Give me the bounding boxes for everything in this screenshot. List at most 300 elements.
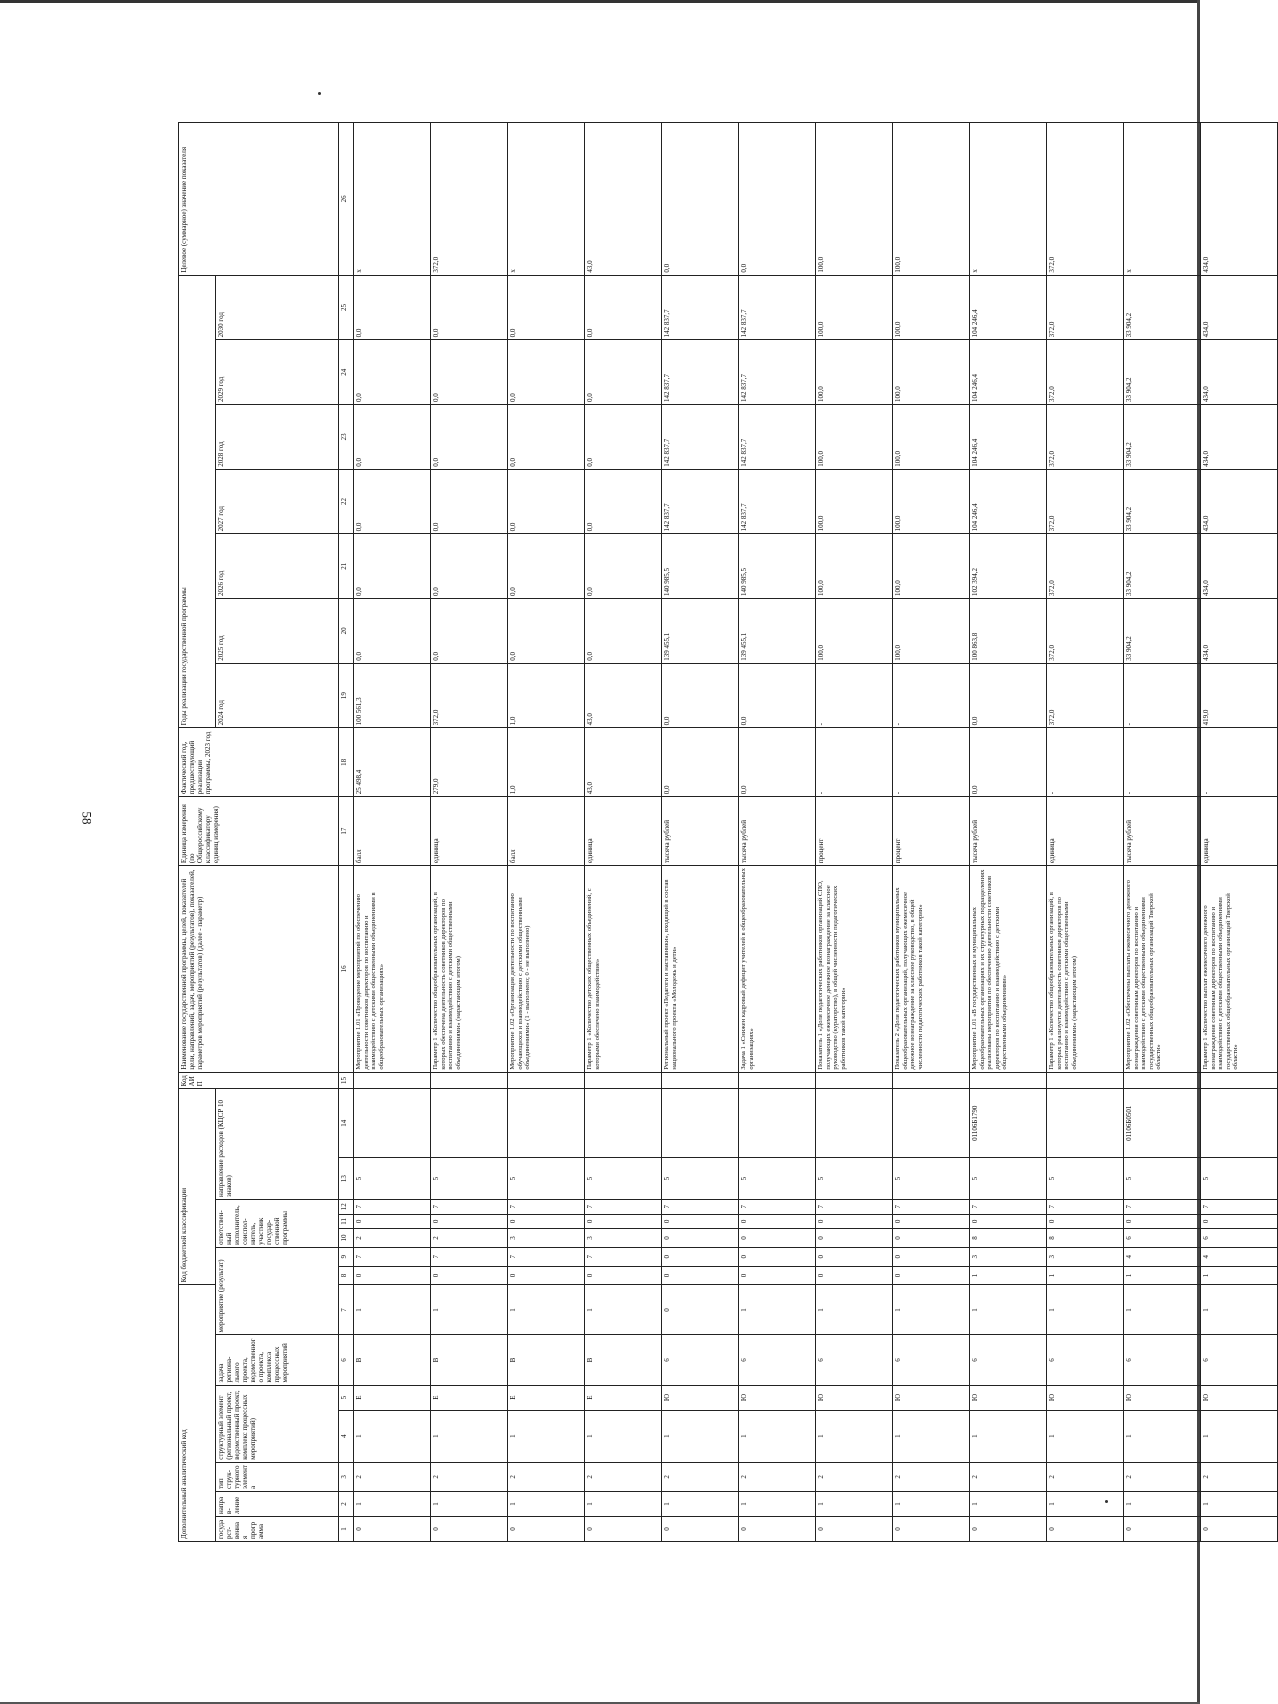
row-unit: единица — [1201, 797, 1278, 866]
year-value: - — [816, 663, 893, 728]
code-cell — [739, 1072, 816, 1089]
code-cell: 7 — [893, 1199, 970, 1214]
year-value: 434,0 — [1201, 469, 1278, 534]
code-cell — [1047, 1072, 1124, 1089]
row-name: Задача 1 «Снижен кадровый дефицит учителей в общеобразовательных организациях» — [739, 866, 816, 1073]
code-cell: 2 — [816, 1462, 893, 1491]
column-number: 12 — [339, 1199, 354, 1214]
year-value: 434,0 — [1201, 340, 1278, 405]
code-cell: 5 — [1124, 1158, 1201, 1200]
row-fact: 0,0 — [662, 728, 739, 797]
code-cell: 7 — [431, 1247, 508, 1266]
code-cell: 0 — [893, 1266, 970, 1285]
year-value: 142 837,7 — [739, 275, 816, 340]
column-number: 8 — [339, 1266, 354, 1285]
column-number: 23 — [339, 405, 354, 470]
code-cell: 0 — [816, 1214, 893, 1229]
code-cell: 0 — [1047, 1516, 1124, 1541]
row-target: 372,0 — [431, 123, 508, 276]
code-cell: 1 — [739, 1285, 816, 1335]
code-cell: 1 — [1047, 1491, 1124, 1516]
year-value: 102 394,2 — [970, 534, 1047, 599]
year-value: 0,0 — [662, 663, 739, 728]
code-cell: 7 — [431, 1199, 508, 1214]
year-value: 0,0 — [508, 469, 585, 534]
header-type: тип струк-турного элемента — [216, 1462, 339, 1491]
code-cell — [970, 1072, 1047, 1089]
code-cell: 6 — [970, 1335, 1047, 1385]
year-value: 434,0 — [1201, 275, 1278, 340]
year-value: 100,0 — [816, 469, 893, 534]
code-cell: 5 — [970, 1158, 1047, 1200]
code-cell: 7 — [739, 1199, 816, 1214]
row-unit: тысяча рублей — [970, 797, 1047, 866]
row-name: Мероприятие 1.01 «Проведение мероприятий по обеспечению деятельности советников директоров по воспитанию и взаимодействию с детскими общественными объединениями в общеобразовательных организациях» — [354, 866, 431, 1073]
code-cell: 0 — [354, 1516, 431, 1541]
code-cell: 0 — [816, 1516, 893, 1541]
code-cell: 0 — [431, 1516, 508, 1541]
table-row — [508, 123, 585, 1542]
row-fact: - — [1201, 728, 1278, 797]
code-cell: 0 — [739, 1229, 816, 1248]
code-cell: 5 — [431, 1158, 508, 1200]
code-cell: 1 — [739, 1491, 816, 1516]
column-number: 26 — [339, 123, 354, 276]
code-cell: 1 — [970, 1266, 1047, 1285]
code-cell: 1 — [893, 1285, 970, 1335]
table-row — [1047, 123, 1124, 1542]
year-value: 104 246,4 — [970, 405, 1047, 470]
year-value: 434,0 — [1201, 405, 1278, 470]
header-task: задача региона-льного проекта, ведомственного проекта, комплекса процессных мероприятий — [216, 1335, 339, 1385]
row-fact: 43,0 — [585, 728, 662, 797]
code-cell: 1 — [431, 1491, 508, 1516]
code-cell: Ю — [893, 1385, 970, 1410]
row-name: Показатель 2 «Доля педагогических работников муниципальных общеобразовательных организаций, получающих ежемесячное денежное вознаграждение за классное руководство, в общей численности педагогических работников такой категории» — [893, 866, 970, 1073]
year-value: 0,0 — [508, 275, 585, 340]
year-value: 142 837,7 — [662, 275, 739, 340]
code-cell: Ю — [970, 1385, 1047, 1410]
table-row — [970, 123, 1047, 1542]
year-value: 43,0 — [585, 663, 662, 728]
code-cell: 5 — [1047, 1158, 1124, 1200]
year-value: 0,0 — [354, 405, 431, 470]
code-cell: Ю — [662, 1385, 739, 1410]
code-cell: 7 — [508, 1199, 585, 1214]
code-cell: 1 — [354, 1285, 431, 1335]
year-value: 0,0 — [585, 469, 662, 534]
page-number: 58 — [79, 811, 95, 825]
row-unit: балл — [354, 797, 431, 866]
code-cell: 1 — [1124, 1266, 1201, 1285]
code-cell: 0 — [816, 1266, 893, 1285]
year-value: 0,0 — [508, 405, 585, 470]
table-row — [662, 123, 739, 1542]
code-cell: 0 — [739, 1516, 816, 1541]
year-value: 0,0 — [431, 599, 508, 664]
code-cell: 2 — [431, 1462, 508, 1491]
header-analytic: Дополнительный аналитический код — [179, 1285, 216, 1542]
code-cell: 0 — [893, 1214, 970, 1229]
row-name: Мероприятие 1.02 «Организация деятельности по воспитанию обучающихся и взаимодействию с детскими общественными объединениями» (1 - выполнено; 0 - не выполнено) — [508, 866, 585, 1073]
year-value: 0,0 — [354, 340, 431, 405]
code-cell — [662, 1089, 739, 1158]
header-year-2028: 2028 год — [216, 405, 339, 470]
code-cell: 6 — [739, 1335, 816, 1385]
row-name: Мероприятие 1.01 «В государственных и муниципальных общеобразовательных организациях и их структурных подразделениях реализованы мероприятия по обеспечению деятельности советников директоров по воспитанию и взаимодействию с детскими общественными объединениями» — [970, 866, 1047, 1073]
code-cell — [893, 1072, 970, 1089]
year-value: 142 837,7 — [662, 405, 739, 470]
year-value: 100,0 — [893, 405, 970, 470]
header-dir: направ-ление — [216, 1491, 339, 1516]
year-value: 419,0 — [1201, 663, 1278, 728]
year-value: 372,0 — [1047, 340, 1124, 405]
row-fact: - — [1047, 728, 1124, 797]
year-value: 0,0 — [431, 275, 508, 340]
year-value: 100,0 — [816, 275, 893, 340]
code-cell: 1 — [508, 1410, 585, 1462]
row-target: 434,0 — [1201, 123, 1278, 276]
row-target: 100,0 — [893, 123, 970, 276]
year-value: 142 837,7 — [739, 405, 816, 470]
code-cell: 0 — [739, 1266, 816, 1285]
row-target: 100,0 — [816, 123, 893, 276]
code-cell: 6 — [1201, 1335, 1278, 1385]
column-number: 11 — [339, 1214, 354, 1229]
year-value: 100 863,8 — [970, 599, 1047, 664]
row-unit: единица — [431, 797, 508, 866]
code-cell: 0 — [354, 1214, 431, 1229]
header-unit: Единица измерения (по Общероссийскому классификатору единиц измерения) — [179, 797, 339, 866]
code-cell: 6 — [662, 1335, 739, 1385]
code-cell — [431, 1072, 508, 1089]
column-number: 15 — [339, 1072, 354, 1089]
column-number: 24 — [339, 340, 354, 405]
code-cell: 1 — [662, 1491, 739, 1516]
column-number: 22 — [339, 469, 354, 534]
code-cell: 8 — [1047, 1229, 1124, 1248]
code-cell: Ю — [739, 1385, 816, 1410]
header-aip: Код АИП — [179, 1072, 339, 1089]
code-cell: 0 — [662, 1229, 739, 1248]
code-cell: 4 — [1124, 1247, 1201, 1266]
code-cell: 5 — [816, 1158, 893, 1200]
code-cell — [662, 1072, 739, 1089]
header-kcsr: направление расходов (КЦСР 10 знаков) — [216, 1089, 339, 1200]
year-value: 139 455,1 — [662, 599, 739, 664]
table-row — [354, 123, 431, 1542]
row-target: х — [970, 123, 1047, 276]
row-unit: тысяча рублей — [739, 797, 816, 866]
code-cell: 0 — [662, 1247, 739, 1266]
row-unit: единица — [585, 797, 662, 866]
code-cell — [585, 1072, 662, 1089]
code-cell: Е — [585, 1385, 662, 1410]
code-cell: 1 — [354, 1491, 431, 1516]
column-number: 19 — [339, 663, 354, 728]
year-value: 0,0 — [431, 469, 508, 534]
code-cell: 7 — [970, 1199, 1047, 1214]
code-cell — [354, 1089, 431, 1158]
year-value: 104 246,4 — [970, 275, 1047, 340]
header-year-2024: 2024 год — [216, 663, 339, 728]
code-cell: 1 — [1124, 1491, 1201, 1516]
code-cell — [354, 1072, 431, 1089]
code-cell: 0 — [431, 1214, 508, 1229]
header-struct: структурный элемент (региональный проект, ведомственный проект, комплекс процессных мероприятий) — [216, 1385, 339, 1462]
code-cell: 0 — [893, 1516, 970, 1541]
code-cell: 7 — [1124, 1199, 1201, 1214]
code-cell — [431, 1089, 508, 1158]
code-cell — [1201, 1072, 1278, 1089]
header-gp: государст-венная программа — [216, 1516, 339, 1541]
code-cell: Ю — [816, 1385, 893, 1410]
year-value: 140 985,5 — [739, 534, 816, 599]
code-cell: 0 — [585, 1516, 662, 1541]
scan-edge-top — [0, 0, 1200, 3]
year-value: 100,0 — [893, 534, 970, 599]
code-cell: 1 — [970, 1491, 1047, 1516]
header-year-2027: 2027 год — [216, 469, 339, 534]
year-value: 372,0 — [1047, 469, 1124, 534]
code-cell: 5 — [354, 1158, 431, 1200]
code-cell: 7 — [1201, 1199, 1278, 1214]
code-cell: 1 — [508, 1285, 585, 1335]
code-cell: 1 — [1201, 1285, 1278, 1335]
column-number: 6 — [339, 1335, 354, 1385]
code-cell: 0 — [662, 1285, 739, 1335]
code-cell: 7 — [585, 1199, 662, 1214]
header-year-2029: 2029 год — [216, 340, 339, 405]
code-cell: 2 — [431, 1229, 508, 1248]
code-cell: 2 — [970, 1462, 1047, 1491]
year-value: 0,0 — [585, 275, 662, 340]
scan-speck — [318, 92, 321, 95]
code-cell: 0 — [508, 1516, 585, 1541]
code-cell: 0 — [1201, 1214, 1278, 1229]
code-cell: 0 — [585, 1214, 662, 1229]
code-cell: 6 — [1047, 1335, 1124, 1385]
code-cell: 2 — [585, 1462, 662, 1491]
year-value: 33 904,2 — [1124, 599, 1201, 664]
code-cell: 1 — [970, 1285, 1047, 1335]
code-cell: 1 — [816, 1285, 893, 1335]
row-name: Мероприятие 1.02 «Обеспечены выплаты ежемесячного денежного вознаграждения советникам директоров по воспитанию и взаимодействию с детскими общественными объединениями государственных общеобразовательных организаций Тверской области» — [1124, 866, 1201, 1073]
year-value: 0,0 — [585, 599, 662, 664]
column-number: 20 — [339, 599, 354, 664]
code-cell: 0 — [354, 1266, 431, 1285]
code-cell — [585, 1089, 662, 1158]
header-year-2026: 2026 год — [216, 534, 339, 599]
code-cell: 1 — [816, 1491, 893, 1516]
code-cell: 5 — [739, 1158, 816, 1200]
code-cell: 1 — [508, 1491, 585, 1516]
year-value: 434,0 — [1201, 534, 1278, 599]
code-cell: 3 — [585, 1229, 662, 1248]
row-name: Параметр 1 «Количество детских общественных объединений, с которыми обеспечено взаимодействие» — [585, 866, 662, 1073]
year-value: 0,0 — [739, 663, 816, 728]
code-cell: 3 — [1047, 1247, 1124, 1266]
code-cell: 2 — [662, 1462, 739, 1491]
code-cell: 01106Б0501 — [1124, 1089, 1201, 1158]
row-fact: 279,0 — [431, 728, 508, 797]
code-cell — [816, 1089, 893, 1158]
row-target: 43,0 — [585, 123, 662, 276]
code-cell: 1 — [585, 1285, 662, 1335]
code-cell: 2 — [739, 1462, 816, 1491]
row-fact: 25 498,4 — [354, 728, 431, 797]
code-cell: 2 — [354, 1462, 431, 1491]
header-name: Наименование государственной программы, целей, показателей цели, направлений, задач, мероприятий (результатов), показателей, параметров мероприятий (результатов) (далее - параметр) — [179, 866, 339, 1073]
code-cell: 0 — [662, 1266, 739, 1285]
code-cell: 1 — [893, 1491, 970, 1516]
row-fact: 0,0 — [970, 728, 1047, 797]
column-number: 3 — [339, 1462, 354, 1491]
column-number-row — [339, 123, 354, 1542]
code-cell: В — [585, 1335, 662, 1385]
code-cell: 7 — [508, 1247, 585, 1266]
code-cell — [508, 1072, 585, 1089]
row-unit: тысяча рублей — [1124, 797, 1201, 866]
code-cell: 0 — [431, 1266, 508, 1285]
table-row — [431, 123, 508, 1542]
year-value: 142 837,7 — [739, 469, 816, 534]
year-value: 1,0 — [508, 663, 585, 728]
year-value: 0,0 — [585, 405, 662, 470]
year-value: - — [893, 663, 970, 728]
row-name: Региональный проект «Педагоги и наставники», входящий в состав национального проекта «Молодежь и дети» — [662, 866, 739, 1073]
code-cell: В — [508, 1335, 585, 1385]
code-cell: 1 — [739, 1410, 816, 1462]
code-cell: 0 — [1047, 1214, 1124, 1229]
year-value: 0,0 — [431, 405, 508, 470]
code-cell: 1 — [1047, 1266, 1124, 1285]
code-cell — [1201, 1089, 1278, 1158]
row-fact: - — [893, 728, 970, 797]
year-value: 0,0 — [354, 534, 431, 599]
table-row — [585, 123, 662, 1542]
year-value: 142 837,7 — [662, 469, 739, 534]
year-value: 0,0 — [585, 534, 662, 599]
code-cell: В — [431, 1335, 508, 1385]
column-number: 16 — [339, 866, 354, 1073]
year-value: 100 561,3 — [354, 663, 431, 728]
year-value: 33 904,2 — [1124, 340, 1201, 405]
header-target: Целевое (суммарное) значение показателя — [179, 123, 339, 276]
code-cell: 7 — [816, 1199, 893, 1214]
code-cell: 6 — [1124, 1229, 1201, 1248]
year-value: 0,0 — [508, 599, 585, 664]
year-value: 100,0 — [816, 340, 893, 405]
header-budget: Код бюджетной классификации — [179, 1089, 216, 1285]
column-number: 14 — [339, 1089, 354, 1158]
year-value: 372,0 — [1047, 599, 1124, 664]
year-value: 100,0 — [893, 275, 970, 340]
row-unit: процент — [893, 797, 970, 866]
code-cell: 7 — [354, 1199, 431, 1214]
code-cell: 0 — [970, 1516, 1047, 1541]
code-cell: 5 — [662, 1158, 739, 1200]
year-value: 33 904,2 — [1124, 275, 1201, 340]
row-target: х — [1124, 123, 1201, 276]
code-cell: 7 — [354, 1247, 431, 1266]
row-unit: тысяча рублей — [662, 797, 739, 866]
year-value: 372,0 — [1047, 534, 1124, 599]
code-cell: 5 — [1201, 1158, 1278, 1200]
year-value: 372,0 — [1047, 663, 1124, 728]
header-fact: Фактический год, предшествующий реализации программы, 2023 год — [179, 728, 339, 797]
code-cell — [508, 1089, 585, 1158]
year-value: 100,0 — [816, 534, 893, 599]
column-number: 18 — [339, 728, 354, 797]
table-row — [816, 123, 893, 1542]
year-value: 372,0 — [1047, 275, 1124, 340]
program-table — [178, 122, 1278, 1542]
header-admin: ответствен-ный исполнитель, соиспол-нитель, участник государ-ственной программы — [216, 1199, 339, 1247]
year-value: 100,0 — [893, 340, 970, 405]
code-cell: 1 — [816, 1410, 893, 1462]
row-name: Показатель 1 «Доля педагогических работников организаций СПО, получающих ежемесячное денежное вознаграждение за классное руководство (кураторство), в общей численности педагогических работников такой категории» — [816, 866, 893, 1073]
year-value: 0,0 — [354, 275, 431, 340]
code-cell — [1047, 1089, 1124, 1158]
year-value: 0,0 — [354, 469, 431, 534]
year-value: 100,0 — [816, 405, 893, 470]
code-cell — [893, 1089, 970, 1158]
code-cell: 7 — [1047, 1199, 1124, 1214]
code-cell: 1 — [893, 1410, 970, 1462]
row-fact: - — [1124, 728, 1201, 797]
row-name: Параметр 1 «Количество выплат ежемесячного денежного вознаграждения советникам директоров по воспитанию и взаимодействию с детскими общественными объединениями государственных общеобразовательных организаций Тверской области» — [1201, 866, 1278, 1073]
code-cell: 2 — [508, 1462, 585, 1491]
code-cell: 1 — [662, 1410, 739, 1462]
rotated-table-area — [178, 122, 1240, 1542]
year-value: 100,0 — [816, 599, 893, 664]
code-cell: 1 — [1047, 1410, 1124, 1462]
year-value: 33 904,2 — [1124, 469, 1201, 534]
table-wrap — [178, 122, 1240, 1542]
year-value: 33 904,2 — [1124, 534, 1201, 599]
column-number: 5 — [339, 1385, 354, 1410]
code-cell: 5 — [508, 1158, 585, 1200]
code-cell: 1 — [1124, 1285, 1201, 1335]
code-cell: 1 — [1124, 1410, 1201, 1462]
column-number: 10 — [339, 1229, 354, 1248]
column-number: 4 — [339, 1410, 354, 1462]
code-cell — [1124, 1072, 1201, 1089]
code-cell: 6 — [1124, 1335, 1201, 1385]
code-cell: 6 — [893, 1335, 970, 1385]
column-number: 2 — [339, 1491, 354, 1516]
year-value: 104 246,4 — [970, 340, 1047, 405]
year-value: 0,0 — [354, 599, 431, 664]
year-value: 0,0 — [431, 534, 508, 599]
row-name: Параметр 1 «Количество общеобразовательных организаций, в которых обеспечена деятельность советников директоров по воспитанию и взаимодействию с детскими общественными объединениями» (нарастающим итогом) — [431, 866, 508, 1073]
code-cell: Е — [354, 1385, 431, 1410]
code-cell: 5 — [585, 1158, 662, 1200]
code-cell: 0 — [508, 1214, 585, 1229]
year-value: 104 246,4 — [970, 469, 1047, 534]
code-cell: 0 — [739, 1247, 816, 1266]
code-cell: 1 — [354, 1410, 431, 1462]
code-cell: 1 — [1201, 1410, 1278, 1462]
code-cell: 2 — [1124, 1462, 1201, 1491]
code-cell: 0 — [893, 1229, 970, 1248]
year-value: - — [1124, 663, 1201, 728]
code-cell: 0 — [508, 1266, 585, 1285]
code-cell: 1 — [585, 1491, 662, 1516]
code-cell: Ю — [1201, 1385, 1278, 1410]
row-unit: единица — [1047, 797, 1124, 866]
